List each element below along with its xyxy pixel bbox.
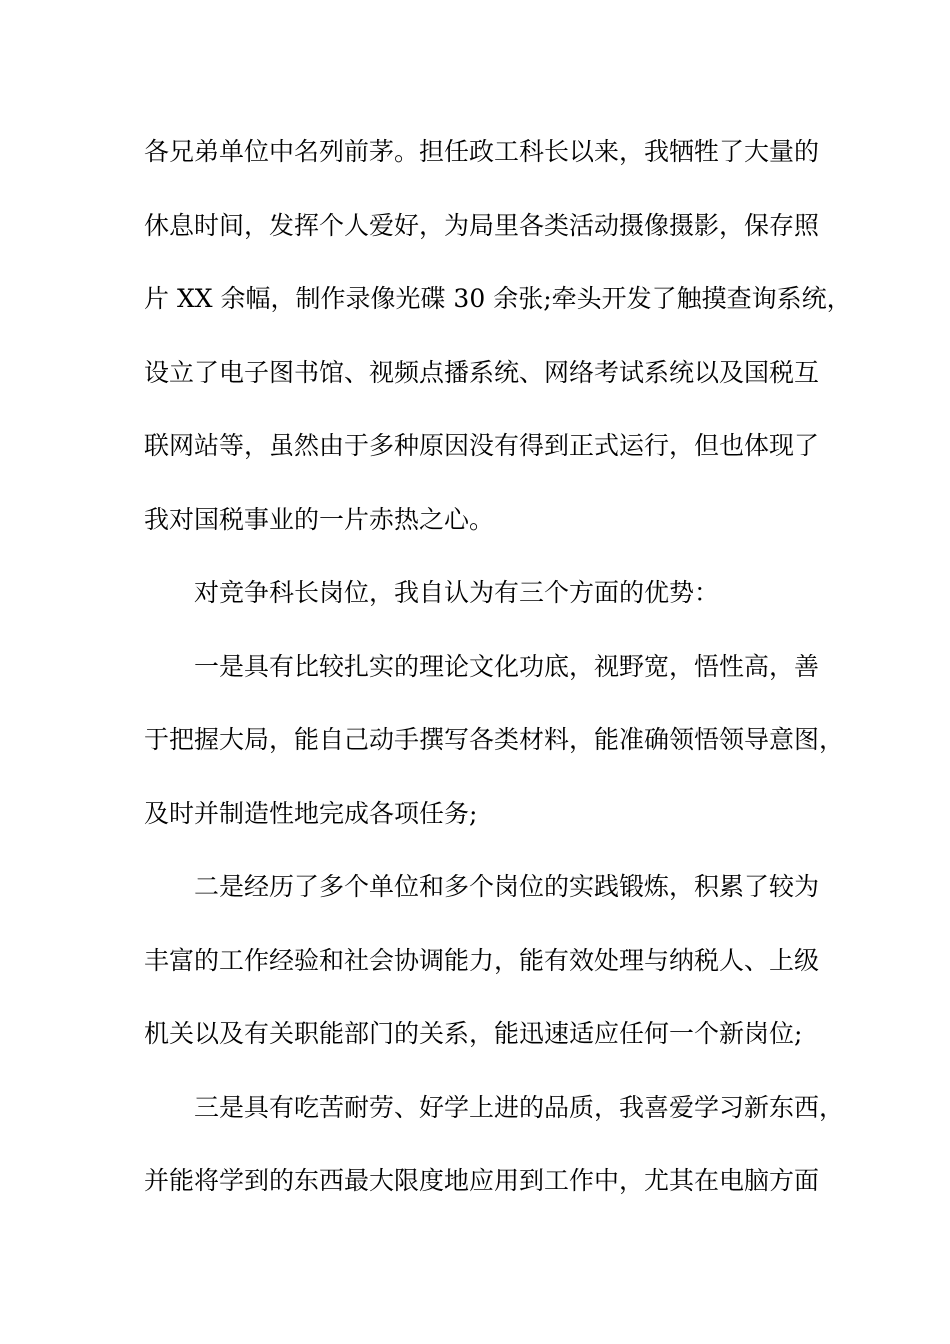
text-line: 于把握大局，能自己动手撰写各类材料，能准确领悟领导意图， [144, 725, 845, 754]
paragraph-start-line: 一是具有比较扎实的理论文化功底，视野宽，悟性高，善 [194, 651, 820, 681]
body-text [144, 128, 852, 1231]
text-line: 及时并制造性地完成各项任务; [144, 798, 478, 828]
paragraph-start-line: 二是经历了多个单位和多个岗位的实践锻炼，积累了较为 [194, 872, 820, 901]
text-line: 片 XX 余幅，制作录像光碟 30 余张;牵头开发了触摸查询系统， [144, 284, 852, 313]
text-line: 我对国税事业的一片赤热之心。 [144, 504, 495, 534]
text-line: 各兄弟单位中名列前茅。担任政工科长以来，我牺牲了大量的 [144, 137, 820, 166]
text-line: 丰富的工作经验和社会协调能力，能有效处理与纳税人、上级 [144, 945, 820, 975]
text-line: 并能将学到的东西最大限度地应用到工作中，尤其在电脑方面 [144, 1166, 820, 1195]
text-line: 设立了电子图书馆、视频点播系统、网络考试系统以及国税互 [144, 357, 820, 387]
text-line: 休息时间，发挥个人爱好，为局里各类活动摄像摄影，保存照 [144, 210, 820, 240]
text-line: 机关以及有关职能部门的关系，能迅速适应任何一个新岗位; [144, 1019, 803, 1048]
paragraph-start-line: 对竞争科长岗位，我自认为有三个方面的优势： [194, 578, 720, 607]
text-line: 联网站等，虽然由于多种原因没有得到正式运行，但也体现了 [144, 431, 820, 460]
paragraph-start-line: 三是具有吃苦耐劳、好学上进的品质，我喜爱学习新东西， [194, 1092, 845, 1122]
